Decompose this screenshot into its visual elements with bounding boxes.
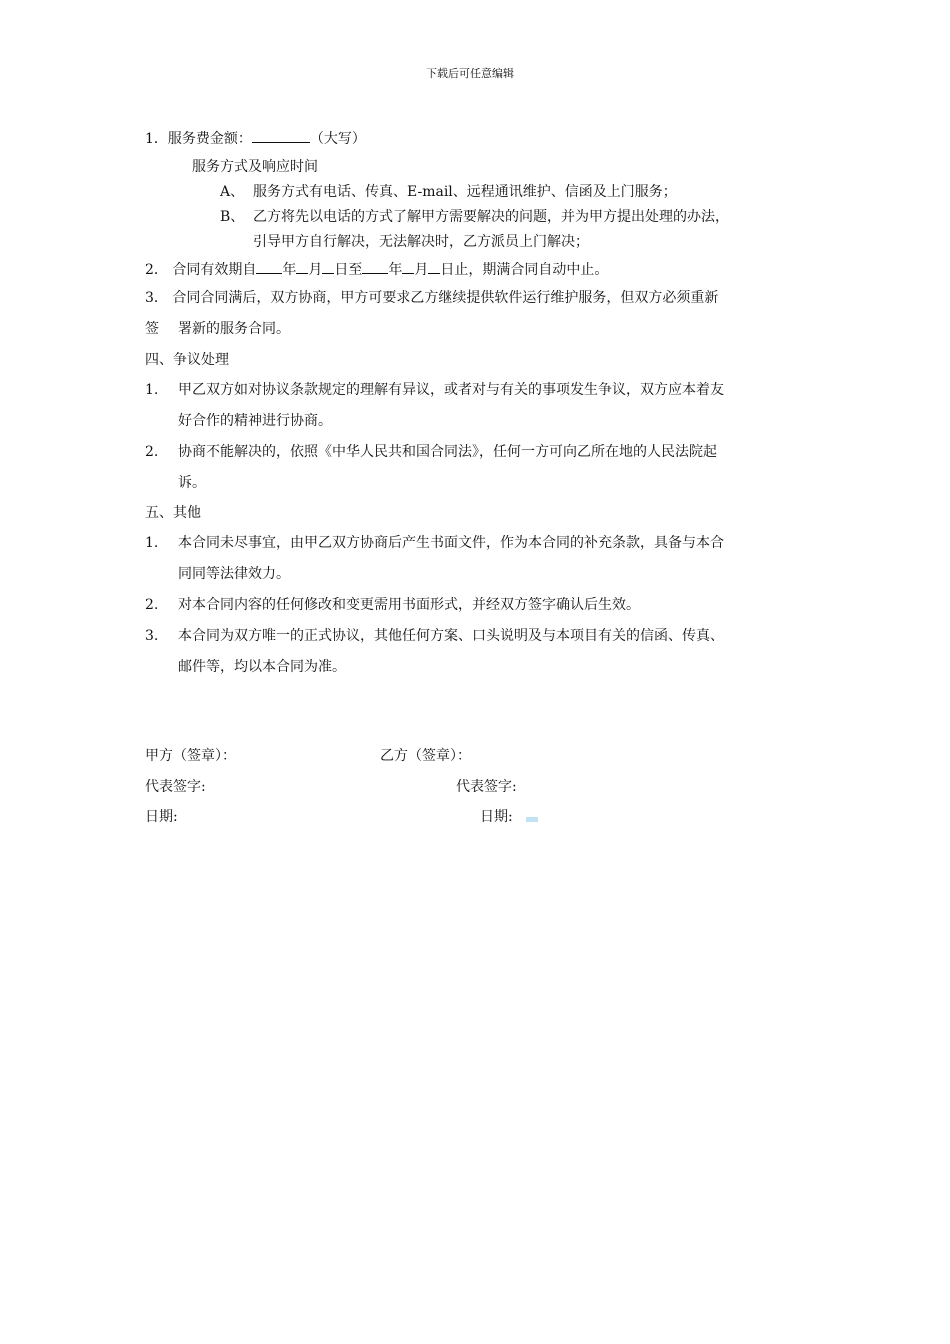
section-5-item1-line2: 同同等法律效力。 <box>178 566 290 582</box>
section-5-item3-line1: 本合同为双方唯一的正式协议，其他任何方案、口头说明及与本项目有关的信函、传真、 <box>178 628 724 644</box>
party-a-date-label: 日期: <box>145 809 178 825</box>
section-4-item1-line2: 好合作的精神进行协商。 <box>178 413 332 429</box>
renewal-clause-line2: 署新的服务合同。 <box>178 321 290 337</box>
service-a-text: 服务方式有电话、传真、E-mail、远程通讯维护、信函及上门服务； <box>253 184 677 200</box>
section-5-item2-line1: 对本合同内容的任何修改和变更需用书面形式，并经双方签字确认后生效。 <box>178 597 640 613</box>
party-b-seal-label: 乙方（签章）： <box>380 748 471 764</box>
end-month-blank <box>402 260 414 274</box>
section-4-item2-number: 2. <box>145 444 159 460</box>
service-b-text-line1: 乙方将先以电话的方式了解甲方需要解决的问题，并为甲方提出处理的办法， <box>253 209 729 225</box>
section-5-item3-number: 3. <box>145 628 159 644</box>
service-method-title: 服务方式及响应时间 <box>192 159 318 175</box>
fee-clause <box>145 129 366 146</box>
section-5-item1-line1: 本合同未尽事宜，由甲乙双方协商后产生书面文件，作为本合同的补充条款，具备与本合 <box>178 535 724 551</box>
section-5-item3-line2: 邮件等，均以本合同为准。 <box>178 659 346 675</box>
section-5-title: 五、其他 <box>145 505 201 521</box>
fee-blank <box>252 129 310 143</box>
service-b-text-line2: 引导甲方自行解决，无法解决时，乙方派员上门解决； <box>253 234 589 250</box>
section-4-item1-line1: 甲乙双方如对协议条款规定的理解有异议，或者对与有关的事项发生争议，双方应本着友 <box>178 382 724 398</box>
party-b-rep-label: 代表签字: <box>456 779 517 795</box>
fee-label: 1．服务费金额： <box>145 131 252 147</box>
month-label-2: 月 <box>414 262 429 278</box>
party-a-rep-label: 代表签字: <box>145 779 206 795</box>
fee-suffix: （大写） <box>309 131 366 147</box>
end-year-blank <box>362 260 388 274</box>
service-a-label: A、 <box>220 184 245 200</box>
date-field-highlight <box>526 817 538 822</box>
validity-text-end: 日止，期满合同自动中止。 <box>440 262 609 278</box>
section-5-item1-number: 1. <box>145 535 159 551</box>
start-year-blank <box>256 260 282 274</box>
party-b-date-label: 日期: <box>480 809 513 825</box>
renewal-clause-line1: 3． 合同合同满后，双方协商，甲方可要求乙方继续提供软件运行维护服务，但双方必须重新 <box>145 290 719 306</box>
month-label: 月 <box>308 262 323 278</box>
service-b-label: B、 <box>220 209 245 225</box>
end-day-blank <box>428 260 440 274</box>
section-5-item2-number: 2. <box>145 597 159 613</box>
page-header: 下载后可任意编辑 <box>426 67 514 80</box>
year-label-2: 年 <box>388 262 403 278</box>
start-day-blank <box>322 260 334 274</box>
section-4-item2-line1: 协商不能解决的，依照《中华人民共和国合同法》，任何一方可向乙所在地的人民法院起 <box>178 444 717 460</box>
validity-clause <box>145 260 608 277</box>
renewal-clause-line2-prefix: 签 <box>145 321 159 337</box>
section-4-title: 四、争议处理 <box>145 352 229 368</box>
section-4-item2-line2: 诉。 <box>178 475 206 491</box>
year-label: 年 <box>282 262 297 278</box>
validity-text-start: 2． 合同有效期自 <box>145 262 257 278</box>
party-a-seal-label: 甲方（签章）： <box>145 748 236 764</box>
start-month-blank <box>296 260 308 274</box>
day-to-label: 日至 <box>334 262 363 278</box>
section-4-item1-number: 1. <box>145 382 159 398</box>
